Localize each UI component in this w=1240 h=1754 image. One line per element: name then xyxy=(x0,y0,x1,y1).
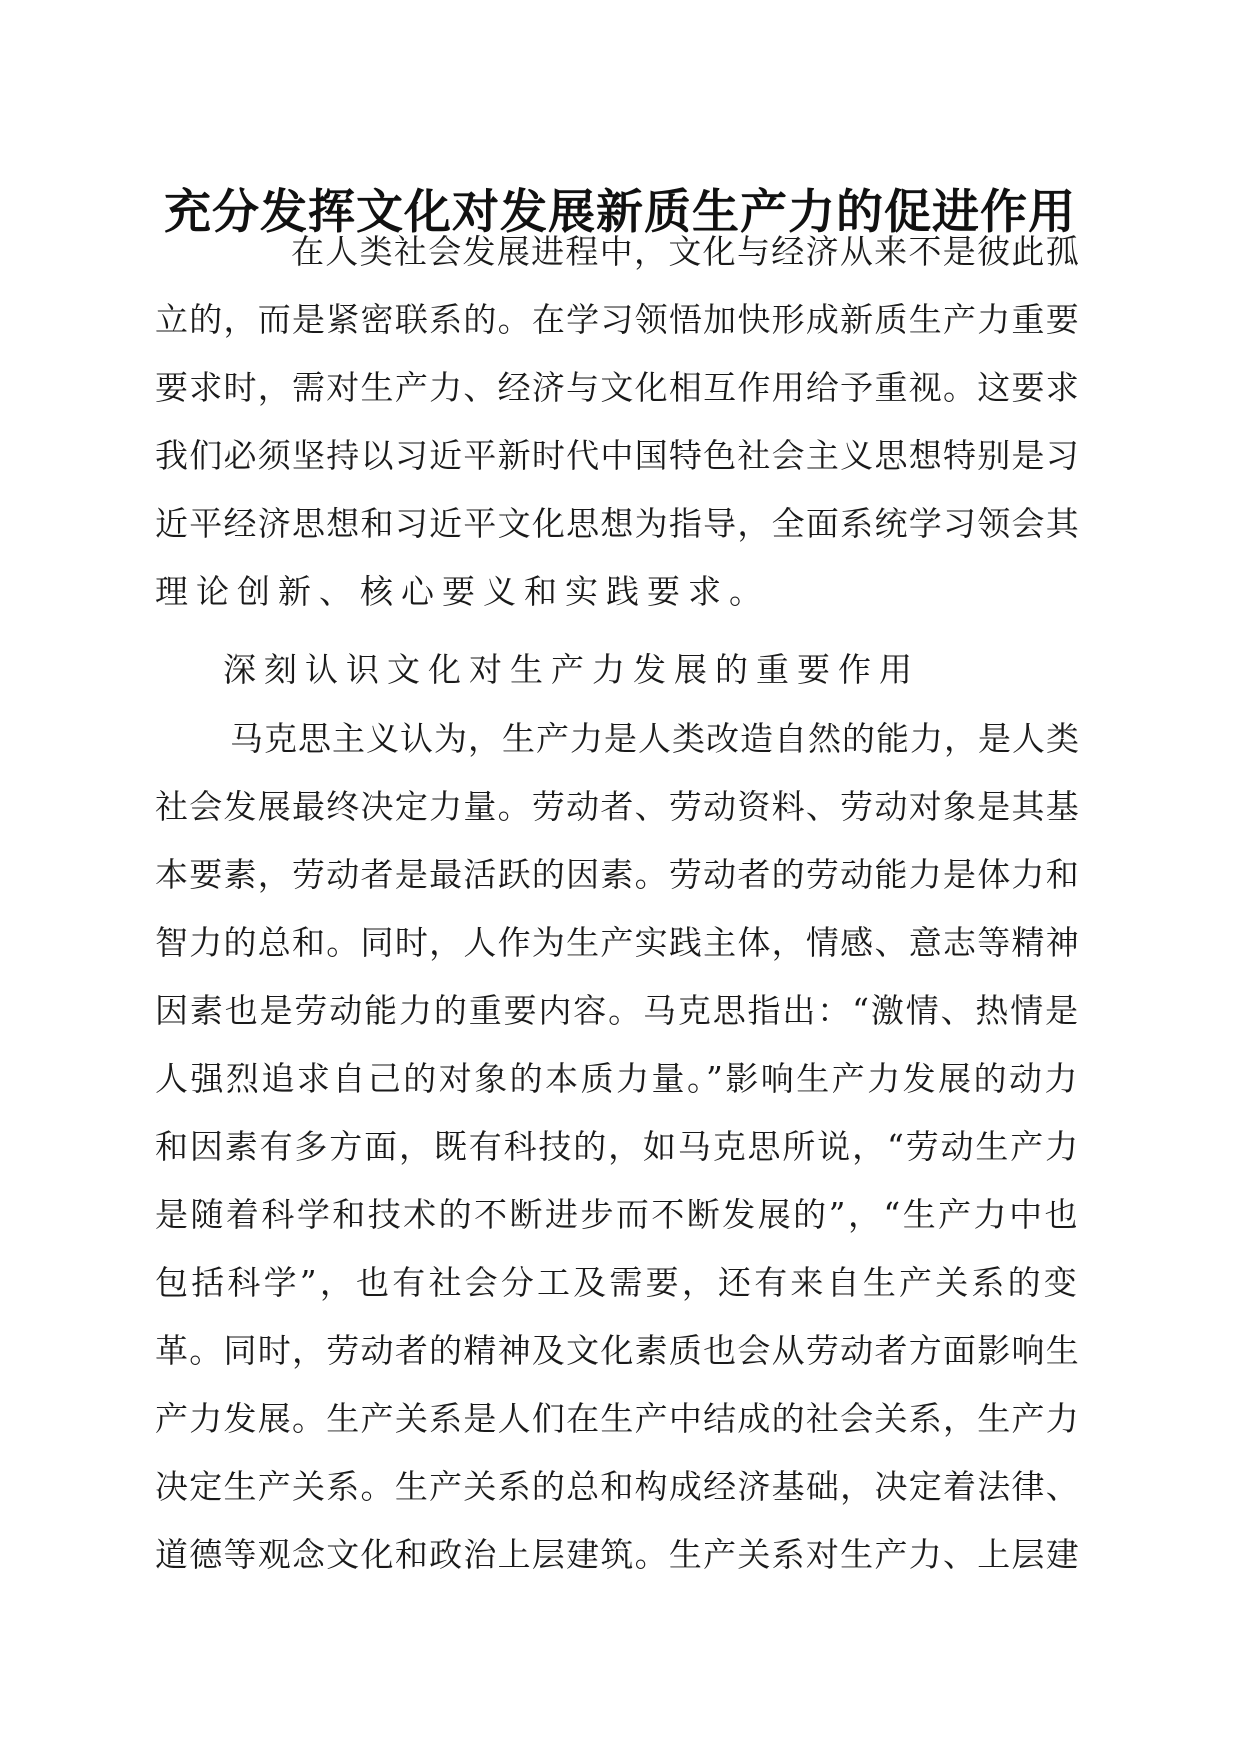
paragraph-line: 理论创新、核心要义和实践要求。 xyxy=(155,572,770,611)
paragraph-line: 智力的总和。同时，人作为生产实践主体，情感、意志等精神 xyxy=(155,923,1080,962)
paragraph-line: 革。同时，劳动者的精神及文化素质也会从劳动者方面影响生 xyxy=(155,1331,1080,1370)
paragraph-line: 决定生产关系。生产关系的总和构成经济基础，决定着法律、 xyxy=(155,1467,1080,1506)
paragraph-line: 是随着科学和技术的不断进步而不断发展的”，“生产力中也 xyxy=(155,1195,1080,1234)
paragraph-line: 和因素有多方面，既有科技的，如马克思所说，“劳动生产力 xyxy=(155,1127,1080,1166)
paragraph-line: 道德等观念文化和政治上层建筑。生产关系对生产力、上层建 xyxy=(155,1535,1080,1574)
paragraph-line: 本要素，劳动者是最活跃的因素。劳动者的劳动能力是体力和 xyxy=(155,855,1080,894)
paragraph-line: 因素也是劳动能力的重要内容。马克思指出：“激情、热情是 xyxy=(155,991,1080,1030)
paragraph-line: 我们必须坚持以习近平新时代中国特色社会主义思想特别是习 xyxy=(155,436,1080,475)
paragraph-line: 包括科学”，也有社会分工及需要，还有来自生产关系的变 xyxy=(155,1263,1080,1302)
section-heading: 深刻认识文化对生产力发展的重要作用 xyxy=(223,650,920,689)
paragraph-line: 在人类社会发展进程中，文化与经济从来不是彼此孤 xyxy=(291,232,1080,271)
paragraph-line: 要求时，需对生产力、经济与文化相互作用给予重视。这要求 xyxy=(155,368,1080,407)
paragraph-intro xyxy=(155,218,1080,626)
paragraph-line: 产力发展。生产关系是人们在生产中结成的社会关系，生产力 xyxy=(155,1399,1080,1438)
paragraph-line: 社会发展最终决定力量。劳动者、劳动资料、劳动对象是其基 xyxy=(155,787,1080,826)
paragraph-line: 马克思主义认为，生产力是人类改造自然的能力，是人类 xyxy=(230,719,1080,758)
paragraph-line: 近平经济思想和习近平文化思想为指导，全面系统学习领会其 xyxy=(155,504,1080,543)
document-title: 充分发挥文化对发展新质生产力的促进作用 xyxy=(164,185,1076,240)
paragraph-line: 人强烈追求自己的对象的本质力量。”影响生产力发展的动力 xyxy=(155,1059,1080,1098)
paragraph-marxism xyxy=(155,705,1080,1589)
paragraph-line: 立的，而是紧密联系的。在学习领悟加快形成新质生产力重要 xyxy=(155,300,1080,339)
